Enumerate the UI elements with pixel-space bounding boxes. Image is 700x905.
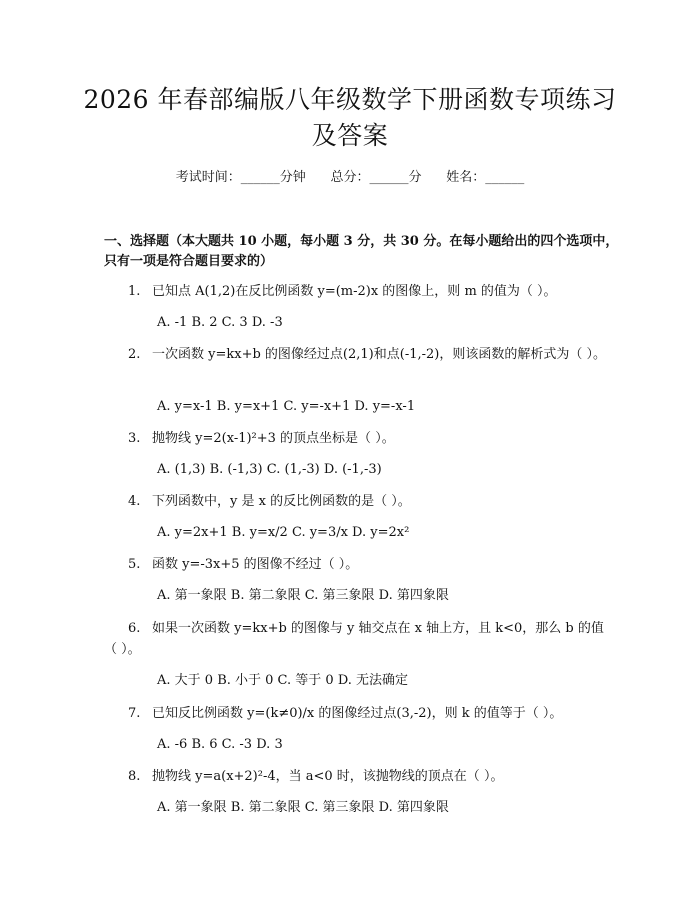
question-6-options: A. 大于 0 B. 小于 0 C. 等于 0 D. 无法确定 xyxy=(157,673,409,688)
question-6 xyxy=(104,618,616,660)
question-8-options: A. 第一象限 B. 第二象限 C. 第三象限 D. 第四象限 xyxy=(157,800,449,815)
question-1 xyxy=(104,281,616,302)
question-number: 3. xyxy=(128,431,141,446)
question-8 xyxy=(104,766,616,787)
question-text: 抛物线 y=2(x-1)²+3 的顶点坐标是（ ）。 xyxy=(152,431,395,446)
question-text: 如果一次函数 y=kx+b 的图像与 y 轴交点在 x 轴上方，且 k<0，那么 b 的值（ ）。 xyxy=(104,621,604,657)
section-heading: 一、选择题（本大题共 10 小题，每小题 3 分，共 30 分。在每小题给出的四个选项中，只有一项是符合题目要求的） xyxy=(104,234,619,269)
question-number: 6. xyxy=(128,621,141,636)
question-number: 8. xyxy=(128,769,141,784)
question-2 xyxy=(104,344,616,365)
question-4 xyxy=(104,491,616,512)
question-4-options: A. y=2x+1 B. y=x/2 C. y=3/x D. y=2x² xyxy=(157,525,410,540)
question-text: 抛物线 y=a(x+2)²-4，当 a<0 时，该抛物线的顶点在（ ）。 xyxy=(152,769,504,784)
question-text: 已知点 A(1,2)在反比例函数 y=(m-2)x 的图像上，则 m 的值为（ ）。 xyxy=(152,284,557,299)
document-title: 2026 年春部编版八年级数学下册函数专项练习及答案 xyxy=(83,85,617,150)
question-2-options: A. y=x-1 B. y=x+1 C. y=-x+1 D. y=-x-1 xyxy=(157,399,416,414)
question-7 xyxy=(104,703,616,724)
question-number: 4. xyxy=(128,494,141,509)
question-1-options: A. -1 B. 2 C. 3 D. -3 xyxy=(157,315,283,330)
question-3 xyxy=(104,428,616,449)
question-text: 一次函数 y=kx+b 的图像经过点(2,1)和点(-1,-2)，则该函数的解析式为（ ）。 xyxy=(152,347,606,362)
question-number: 7. xyxy=(128,706,141,721)
question-number: 1. xyxy=(128,284,141,299)
question-number: 5. xyxy=(128,557,141,572)
question-text: 函数 y=-3x+5 的图像不经过（ ）。 xyxy=(152,557,359,572)
exam-info-line: 考试时间：______分钟 总分：______分 姓名：______ xyxy=(175,170,525,185)
question-text: 下列函数中，y 是 x 的反比例函数的是（ ）。 xyxy=(152,494,411,509)
question-5-options: A. 第一象限 B. 第二象限 C. 第三象限 D. 第四象限 xyxy=(157,588,449,603)
question-5 xyxy=(104,554,616,575)
question-number: 2. xyxy=(128,347,141,362)
question-text: 已知反比例函数 y=(k≠0)/x 的图像经过点(3,-2)，则 k 的值等于（ ）。 xyxy=(152,706,563,721)
question-3-options: A. (1,3) B. (-1,3) C. (1,-3) D. (-1,-3) xyxy=(157,462,382,477)
question-7-options: A. -6 B. 6 C. -3 D. 3 xyxy=(157,737,283,752)
